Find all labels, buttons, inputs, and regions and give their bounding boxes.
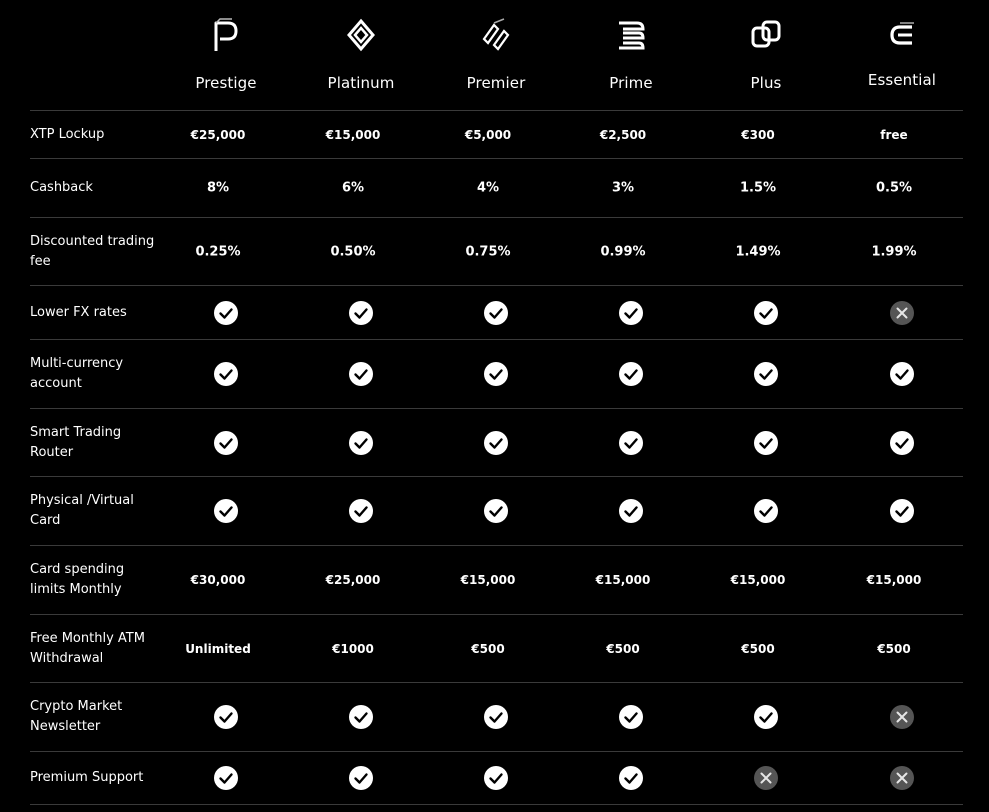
tier-column-header <box>166 0 286 110</box>
table-row <box>30 683 963 752</box>
table-row <box>30 218 963 286</box>
tier-column-header <box>571 0 691 110</box>
table-cell-value: 0.5% <box>875 180 913 196</box>
comparison-rows <box>30 111 963 805</box>
table-cell-value: €500 <box>877 641 911 656</box>
check-icon <box>754 431 778 455</box>
table-cell-value: 0.99% <box>600 244 646 259</box>
check-icon <box>214 499 238 523</box>
table-cell-value: €15,000 <box>730 573 786 587</box>
tier-name: Essential <box>867 71 937 89</box>
check-icon <box>349 431 373 455</box>
table-cell-value: 3% <box>611 180 635 196</box>
tier-column-header <box>436 0 556 110</box>
check-icon <box>484 362 508 386</box>
check-icon <box>619 705 643 729</box>
premier-slash-icon <box>480 17 512 53</box>
check-icon <box>349 499 373 523</box>
table-cell-value: 0.50% <box>330 244 376 259</box>
check-icon <box>484 499 508 523</box>
check-icon <box>484 705 508 729</box>
table-row <box>30 340 963 409</box>
tier-column-header <box>706 0 826 110</box>
row-label: Lower FX rates <box>30 304 127 320</box>
table-cell-value: €25,000 <box>325 573 381 587</box>
table-cell-value: Unlimited <box>185 641 251 656</box>
check-icon <box>484 431 508 455</box>
check-icon <box>754 301 778 325</box>
table-cell-value: €15,000 <box>460 573 516 587</box>
table-row <box>30 477 963 546</box>
check-icon <box>349 705 373 729</box>
table-cell-value: 4% <box>476 180 500 196</box>
table-cell-value: €500 <box>471 641 505 656</box>
table-row <box>30 111 963 159</box>
check-icon <box>619 431 643 455</box>
row-label: Cashback <box>30 180 93 195</box>
check-icon <box>214 301 238 325</box>
check-icon <box>349 766 373 790</box>
tier-name: Platinum <box>327 74 395 92</box>
table-row <box>30 752 963 805</box>
table-row <box>30 409 963 477</box>
row-label: Multi-currency account <box>30 356 124 391</box>
check-icon <box>619 499 643 523</box>
table-cell-value: €5,000 <box>464 127 512 142</box>
tier-header-row <box>30 0 963 111</box>
cross-icon <box>754 766 778 790</box>
table-cell-value: €500 <box>741 641 775 656</box>
check-icon <box>484 301 508 325</box>
cross-icon <box>890 301 914 325</box>
essential-e-icon <box>886 17 918 53</box>
check-icon <box>349 362 373 386</box>
table-row <box>30 286 963 340</box>
check-icon <box>214 705 238 729</box>
table-row <box>30 615 963 683</box>
table-cell-value: 0.75% <box>465 244 511 259</box>
tier-column-header <box>301 0 421 110</box>
platinum-diamond-icon <box>345 17 377 53</box>
table-cell-value: €25,000 <box>190 127 246 142</box>
table-cell-value: €15,000 <box>325 127 381 142</box>
row-label: XTP Lockup <box>30 126 105 142</box>
table-cell-value: €2,500 <box>599 127 647 142</box>
check-icon <box>890 362 914 386</box>
table-cell-value: 1.5% <box>739 180 777 196</box>
table-cell-value: 1.99% <box>871 244 917 259</box>
check-icon <box>619 766 643 790</box>
check-icon <box>890 499 914 523</box>
row-label: Premium Support <box>30 770 144 785</box>
row-label: Discounted trading fee <box>30 233 155 269</box>
table-cell-value: 0.25% <box>195 244 241 259</box>
table-cell-value: €15,000 <box>866 573 922 587</box>
row-label: Crypto Market Newsletter <box>30 699 123 734</box>
table-cell-value: 6% <box>341 180 365 196</box>
check-icon <box>754 705 778 729</box>
table-row <box>30 546 963 615</box>
table-cell-value: €500 <box>606 641 640 656</box>
tier-name: Prestige <box>195 74 257 92</box>
tier-comparison-table <box>30 0 963 805</box>
table-cell-value: 1.49% <box>735 244 781 259</box>
tier-name: Prime <box>609 74 653 92</box>
prime-s-icon <box>615 17 647 53</box>
tier-name: Premier <box>466 74 526 92</box>
check-icon <box>214 362 238 386</box>
cross-icon <box>890 766 914 790</box>
row-label: Physical /Virtual Card <box>30 493 134 528</box>
table-cell-value: free <box>880 127 908 142</box>
tier-name: Plus <box>750 74 782 92</box>
check-icon <box>214 431 238 455</box>
check-icon <box>619 362 643 386</box>
table-cell-value: €30,000 <box>190 573 246 587</box>
table-row <box>30 159 963 218</box>
check-icon <box>484 766 508 790</box>
table-cell-value: €300 <box>741 127 775 142</box>
check-icon <box>214 766 238 790</box>
check-icon <box>754 499 778 523</box>
tier-column-header <box>842 0 962 110</box>
table-cell-value: €15,000 <box>595 573 651 587</box>
prestige-p-icon <box>210 17 242 53</box>
row-label: Free Monthly ATM Withdrawal <box>30 630 145 666</box>
check-icon <box>619 301 643 325</box>
table-cell-value: 8% <box>206 180 230 196</box>
row-label: Card spending limits Monthly <box>30 562 125 597</box>
check-icon <box>890 431 914 455</box>
row-label: Smart Trading Router <box>30 424 122 460</box>
table-cell-value: €1000 <box>332 641 374 656</box>
check-icon <box>754 362 778 386</box>
cross-icon <box>890 705 914 729</box>
plus-link-icon <box>750 17 782 53</box>
check-icon <box>349 301 373 325</box>
